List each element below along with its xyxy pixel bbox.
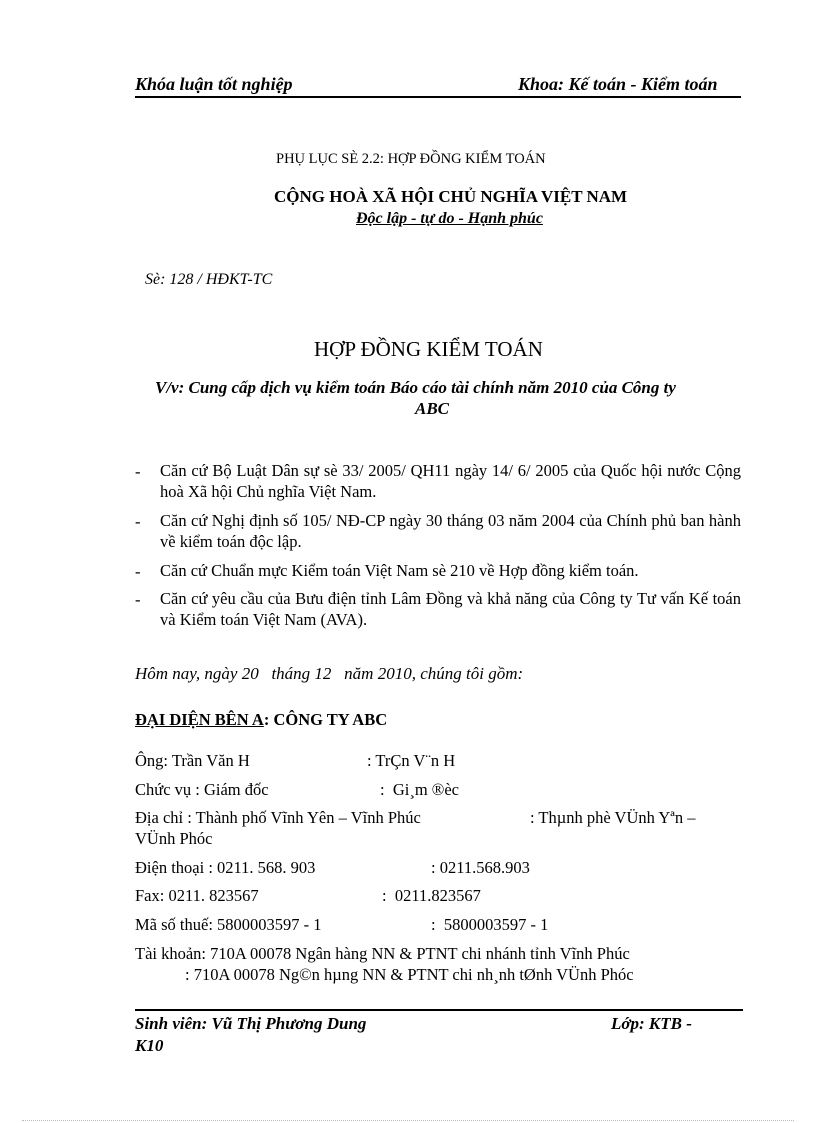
list-item: Căn cứ yêu cầu của Bưu điện tỉnh Lâm Đồng và khả năng của Công ty Tư vấn Kế toán và Kiểm toán Việt Nam (AVA). bbox=[160, 589, 741, 629]
footer-class-cont: K10 bbox=[135, 1036, 164, 1055]
list-item: Căn cứ Nghị định số 105/ NĐ-CP ngày 30 tháng 03 năm 2004 của Chính phủ ban hành về kiểm toán độc lập. bbox=[160, 511, 741, 551]
header-right: Khoa: Kế toán - Kiểm toán bbox=[518, 74, 718, 94]
footer-class: Lớp: KTB - bbox=[611, 1014, 692, 1033]
page-bottom-divider bbox=[22, 1120, 794, 1121]
header-rule bbox=[135, 96, 741, 98]
footer-rule bbox=[135, 1009, 743, 1011]
contract-title: HỢP ĐỒNG KIỂM TOÁN bbox=[314, 337, 543, 361]
address-legacy-cont: VÜnh Phóc bbox=[135, 829, 213, 848]
position-vn: Chức vụ : Giám đốc bbox=[135, 780, 269, 799]
subject-line-2: ABC bbox=[415, 399, 450, 418]
party-a-label: ĐẠI DIỆN BÊN A bbox=[135, 710, 264, 729]
address-vn: Địa chỉ : Thành phố Vĩnh Yên – Vĩnh Phúc bbox=[135, 808, 421, 827]
list-bullet: - bbox=[135, 590, 141, 609]
position-legacy: : Gi¸m ®èc bbox=[380, 780, 459, 799]
list-item: Căn cứ Chuẩn mực Kiểm toán Việt Nam sè 210 về Hợp đồng kiểm toán. bbox=[160, 561, 639, 580]
representative-vn: Ông: Trần Văn H bbox=[135, 751, 250, 770]
party-a-name: : CÔNG TY ABC bbox=[263, 710, 388, 729]
address-legacy: : Thµnh phè VÜnh Yªn – bbox=[530, 808, 696, 827]
list-bullet: - bbox=[135, 562, 141, 581]
list-item: Căn cứ Bộ Luật Dân sự sè 33/ 2005/ QH11 ngày 14/ 6/ 2005 của Quốc hội nước Cộng hoà Xã hội Chủ nghĩa Việt Nam. bbox=[160, 461, 741, 501]
tax-code-vn: Mã số thuế: 5800003597 - 1 bbox=[135, 915, 322, 934]
list-bullet: - bbox=[135, 462, 141, 481]
bank-account-legacy: : 710A 00078 Ng©n hµng NN & PTNT chi nh¸nh tØnh VÜnh Phóc bbox=[185, 965, 634, 984]
fax-vn: Fax: 0211. 823567 bbox=[135, 886, 259, 905]
tax-code-legacy: : 5800003597 - 1 bbox=[431, 915, 549, 934]
date-line: Hôm nay, ngày 20 tháng 12 năm 2010, chúng tôi gồm: bbox=[135, 664, 524, 683]
bank-account-vn: Tài khoản: 710A 00078 Ngân hàng NN & PTNT chi nhánh tỉnh Vĩnh Phúc bbox=[135, 944, 630, 963]
representative-legacy: : TrÇn V¨n H bbox=[367, 751, 456, 770]
appendix-title: PHỤ LỤC SÈ 2.2: HỢP ĐỒNG KIỂM TOÁN bbox=[276, 151, 546, 167]
party-a-heading bbox=[135, 710, 387, 730]
phone-legacy: : 0211.568.903 bbox=[431, 858, 530, 877]
national-name: CỘNG HOÀ XÃ HỘI CHỦ NGHĨA VIỆT NAM bbox=[274, 187, 628, 206]
doc-number: Sè: 128 / HĐKT-TC bbox=[145, 271, 273, 288]
subject-line-1: V/v: Cung cấp dịch vụ kiểm toán Báo cáo tài chính năm 2010 của Công ty bbox=[155, 378, 676, 397]
list-bullet: - bbox=[135, 512, 141, 531]
national-motto: Độc lập - tự do - Hạnh phúc bbox=[356, 210, 543, 227]
fax-legacy: : 0211.823567 bbox=[382, 886, 481, 905]
footer-student: Sinh viên: Vũ Thị Phương Dung bbox=[135, 1014, 367, 1033]
phone-vn: Điện thoại : 0211. 568. 903 bbox=[135, 858, 316, 877]
header-left: Khóa luận tốt nghiệp bbox=[135, 74, 293, 94]
